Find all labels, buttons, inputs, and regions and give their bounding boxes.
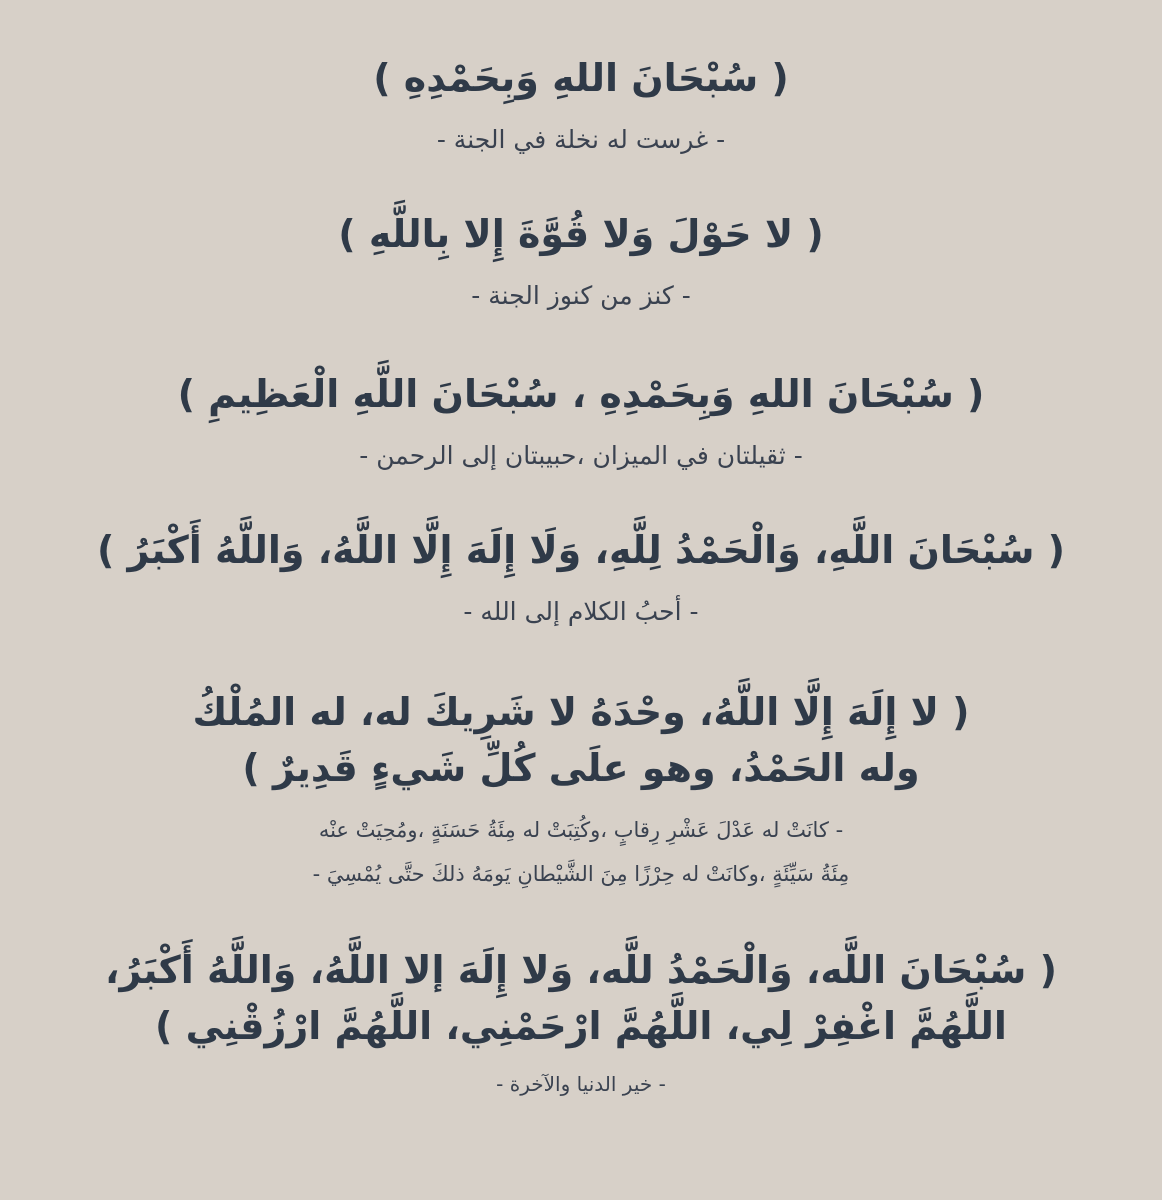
dhikr-text-line-2: اللَّهُمَّ اغْفِرْ لِي، اللَّهُمَّ ارْحَمْنِي، اللَّهُمَّ ارْزُقْنِي ): [155, 1004, 1007, 1048]
dhikr-text: ( سُبْحَانَ اللهِ وَبِحَمْدِهِ ، سُبْحَانَ اللَّهِ الْعَظِيمِ ): [177, 372, 985, 416]
dhikr-virtue: - أحبُ الكلام إلى الله -: [463, 597, 699, 626]
dhikr-text: ( سُبْحَانَ اللَّهِ، وَالْحَمْدُ لِلَّهِ، وَلَا إِلَهَ إِلَّا اللَّهُ، وَاللَّهُ أَكْبَرُ ): [96, 528, 1066, 572]
dhikr-block-5: [81, 684, 1081, 896]
dhikr-text: ( لا حَوْلَ وَلا قُوَّةَ إِلا بِاللَّهِ ): [338, 212, 824, 256]
dhikr-text-line-1: ( لا إِلَهَ إِلَّا اللَّهُ، وحْدَهُ لا شَرِيكَ له، له المُلْكُ: [192, 690, 970, 734]
dhikr-block-2: [81, 206, 1081, 316]
dhikr-virtue-line-1: - كانَتْ له عَدْلَ عَشْرِ رِقابٍ ،وكُتِبَتْ له مِئَةُ حَسَنَةٍ ،ومُحِيَتْ عنْه: [318, 818, 844, 842]
dhikr-text: ( سُبْحَانَ اللهِ وَبِحَمْدِهِ ): [373, 56, 789, 100]
dhikr-virtue: - خير الدنيا والآخرة -: [496, 1072, 666, 1096]
dhikr-block-6: [81, 942, 1081, 1104]
dhikr-virtue: - ثقيلتان في الميزان ،حبيبتان إلى الرحمن -: [359, 441, 803, 470]
dhikr-virtue-line-2: مِئَةُ سَيِّئَةٍ ،وكانَتْ له حِرْزًا مِنَ الشَّيْطانِ يَومَهُ ذلكَ حتَّى يُمْسِيَ -: [312, 862, 850, 886]
dhikr-virtue: - غرست له نخلة في الجنة -: [436, 125, 726, 154]
dhikr-text-line-1: ( سُبْحَانَ اللَّه، وَالْحَمْدُ للَّه، وَلا إِلَهَ إلا اللَّهُ، وَاللَّهُ أَكْبَرُ،: [105, 948, 1057, 992]
dhikr-virtue: - كنز من كنوز الجنة -: [471, 281, 691, 310]
dhikr-block-1: [81, 50, 1081, 160]
dhikr-block-3: [81, 366, 1081, 476]
dhikr-block-4: [81, 522, 1081, 632]
dhikr-text-line-2: وله الحَمْدُ، وهو علَى كُلِّ شَيءٍ قَدِيرٌ ): [242, 746, 920, 790]
